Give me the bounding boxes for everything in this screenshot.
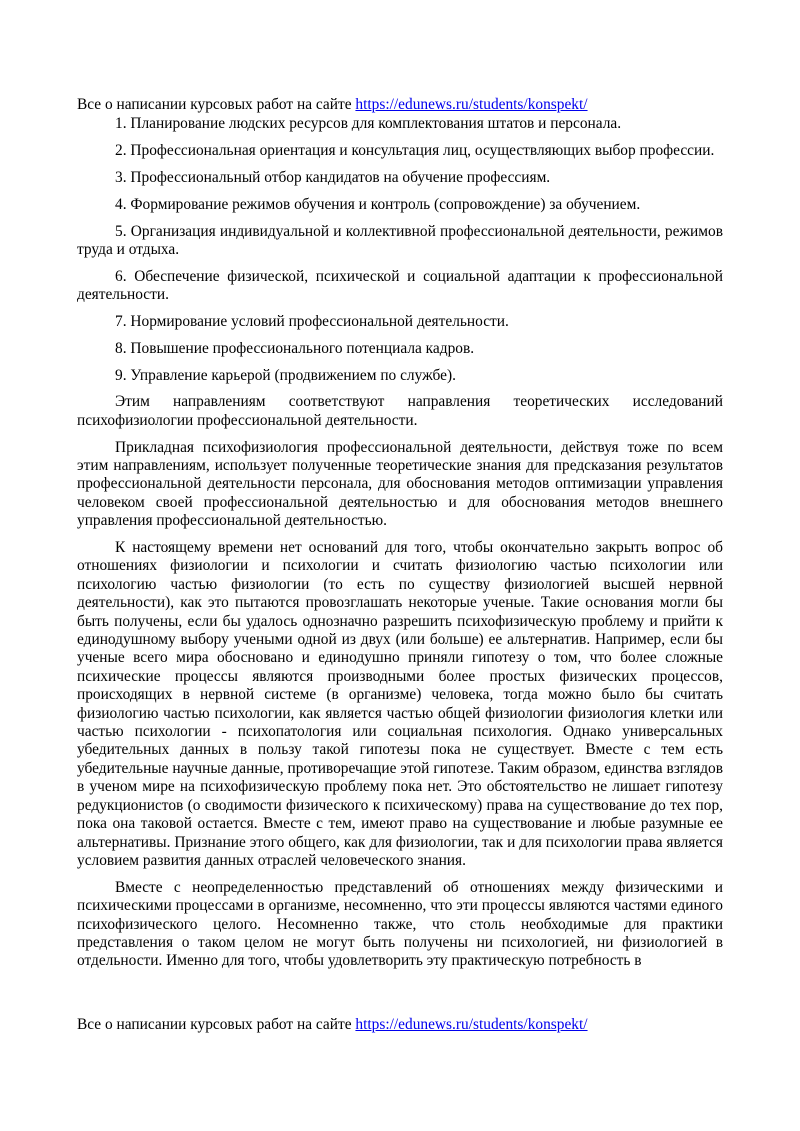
document-body xyxy=(77,96,723,979)
header-link[interactable]: https://edunews.ru/students/konspekt/ xyxy=(355,96,588,113)
footer-link[interactable]: https://edunews.ru/students/konspekt/ xyxy=(355,1016,588,1033)
page-header xyxy=(77,96,723,114)
paragraph-6: 6. Обеспечение физической, психической и социальной адаптации к профессиональной деятельности. xyxy=(77,267,723,304)
page-footer xyxy=(77,1016,723,1034)
paragraph-1: 1. Планирование людских ресурсов для комплектования штатов и персонала. xyxy=(115,115,622,133)
paragraph-4: 4. Формирование режимов обучения и контроль (сопровождение) за обучением. xyxy=(115,195,641,213)
paragraph-7: 7. Нормирование условий профессиональной деятельности. xyxy=(115,313,509,330)
paragraph-12: К настоящему времени нет оснований для того, чтобы окончательно закрыть вопрос об отношениях физиологии и психологии и считать физиологию частью психологии или психологию частью физиологии (то есть по существу физиологией высшей нервной деятельности), как это пытаются провозглашать некоторые ученые. Такие основания могли бы быть получены, если бы удалось однозначно разрешить психофизическую проблему и прийти к единодушному выбору учеными одной из двух (или больше) ее альтернатив. Например, если бы ученые всего мира обосновано и единодушно приняли гипотезу о том, что более сложные психические процессы являются производными более простых физических процессов, происходящих в нервной системе (в организме) человека, тогда можно было бы считать физиологию частью психологии, как является частью общей физиологии физиология клетки или частью психологии - психопатология или социальная психология. Однако универсальных убедительных данных в пользу такой гипотезы пока не существует. Вместе с тем есть убедительные научные данные, противоречащие этой гипотезе. Таким образом, единства взглядов в ученом мире на психофизическую проблему пока нет. Это обстоятельство не лишает гипотезу редукционистов (о сводимости физического к психическому) права на существование до тех пор, пока она таковой остается. Вместе с тем, имеют право на существование и любые разумные ее альтернативы. Признание этого общего, как для физиологии, так и для психологии права является условием развития данных отраслей человеческого знания. xyxy=(77,539,723,869)
paragraph-9: 9. Управление карьерой (продвижением по службе). xyxy=(115,366,456,384)
header-text: Все о написании курсовых работ на сайте xyxy=(77,96,356,113)
paragraph-11: Прикладная психофизиология профессиональной деятельности, действуя тоже по всем этим направлениям, использует полученные теоретические знания для предсказания результатов профессиональной деятельности персонала, для обоснования методов оптимизации управления человеком своей профессиональной деятельностью и для обоснования методов внешнего управления профессиональной деятельностью. xyxy=(77,438,723,530)
paragraph-13: Вместе с неопределенностью представлений об отношениях между физическими и психическими процессами в организме, несомненно, что эти процессы являются частями единого психофизического целого. Несомненно также, что столь необходимые для практики представления о таком целом не могут быть получены ни психологией, ни физиологией в отдельности. Именно для того, чтобы удовлетворить эту практическую потребность в xyxy=(77,878,723,970)
paragraph-8: 8. Повышение профессионального потенциала кадров. xyxy=(115,339,475,357)
paragraph-3: 3. Профессиональный отбор кандидатов на обучение профессиям. xyxy=(115,169,551,186)
footer-text: Все о написании курсовых работ на сайте xyxy=(77,1016,356,1033)
paragraph-10: Этим направлениям соответствуют направления теоретических исследований психофизиологии профессиональной деятельности. xyxy=(77,393,723,429)
paragraph-5: 5. Организация индивидуальной и коллективной профессиональной деятельности, режимов труда и отдыха. xyxy=(77,222,723,258)
paragraph-2: 2. Профессиональная ориентация и консультация лиц, осуществляющих выбор профессии. xyxy=(115,142,715,160)
